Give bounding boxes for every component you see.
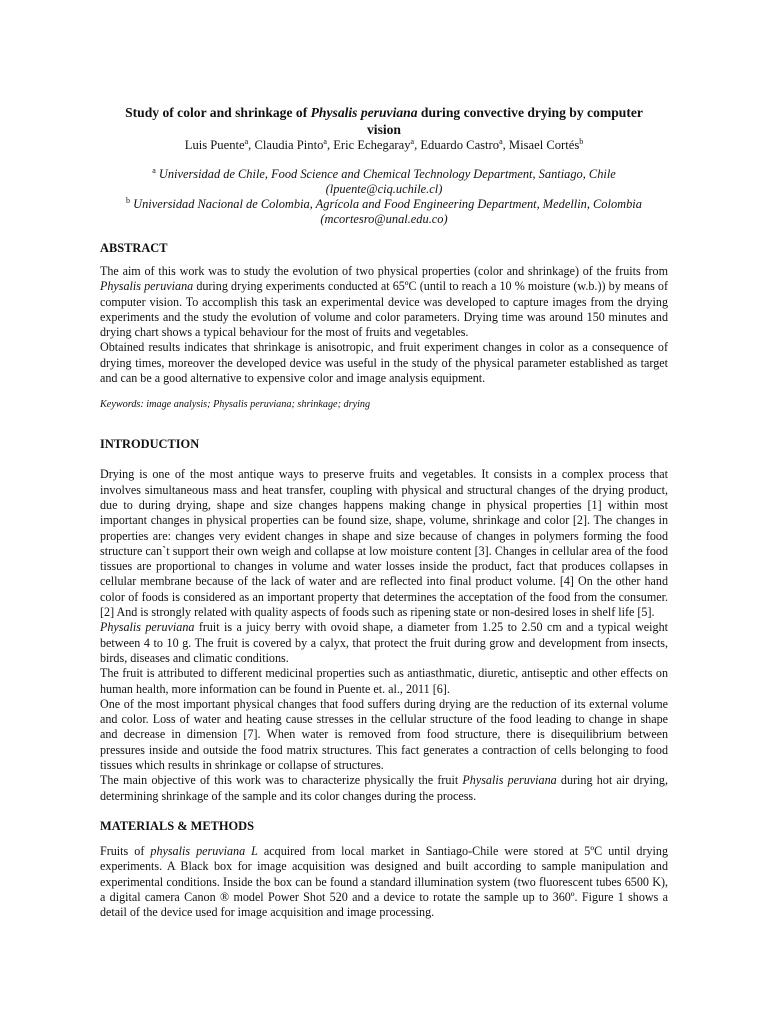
paper-page xyxy=(100,104,668,920)
author-name: Luis Puente xyxy=(184,138,245,152)
methods-text: Fruits of xyxy=(100,843,151,858)
abstract-species: Physalis peruviana xyxy=(100,279,194,294)
intro-species: Physalis peruviana xyxy=(462,773,557,788)
intro-text: fruit is a juicy berry with ovoid shape, a diameter from 1.25 to 2.50 cm and a typical weight between 4 to 10 g. The fruit is covered by a calyx, that protect the fruit during grow and development from insects, birds, diseases and climatic conditions. xyxy=(100,620,668,665)
title-species: Physalis peruviana xyxy=(310,105,418,120)
author-affiliation-mark: a xyxy=(244,136,249,146)
paper-title xyxy=(100,104,668,138)
author-affiliation-mark: a xyxy=(323,136,327,146)
affiliation-a xyxy=(100,167,668,197)
author-name: Eduardo Castro xyxy=(420,138,500,152)
author-affiliation-mark: b xyxy=(579,136,584,146)
affiliation-email: (mcortesro@unal.edu.co) xyxy=(320,212,448,226)
intro-text: The main objective of this work was to characterize physically the fruit xyxy=(100,773,463,788)
author-list: Luis Puente$^a$, Claudia Pinto$^a$, Eric Echegaray$^a$, Eduardo Castro$^a$, Misael Cortés$^b$ xyxy=(184,136,584,152)
affiliation-text: Universidad de Chile, Food Science and Chemical Technology Department, Santiago, Chile xyxy=(158,167,616,181)
methods-heading: MATERIALS & METHODS xyxy=(100,818,254,833)
author-affiliation-mark: a xyxy=(410,136,415,146)
title-text: Study of color and shrinkage of xyxy=(125,105,311,120)
methods-text: acquired from local market in Santiago-Chile were stored at 5ºC until drying experiments. A Black box for image acquisition was designed and built according to sample manipulation and experimental conditions. Inside the box can be found a standard illumination system (two fluorescent tubes 6500 K), a digital camera Canon ® model Power Shot 520 and a device to rotate the sample up to 360º. Figure 1 shows a detail of the device used for image acquisition and image processing. xyxy=(100,843,668,920)
abstract-text: The aim of this work was to study the evolution of two physical properties (color and shrinkage) of the fruits from xyxy=(100,264,668,278)
abstract-text: during drying experiments conducted at 65ºC (until to reach a 10 % moisture (w.b.)) by means of computer vision. To accomplish this task an experimental device was developed to capture images from the drying experiments and the study the evolution of volume and color parameters. Drying time was around 150 minutes and drying chart shows a typical behaviour for the most of fruits and vegetables. xyxy=(100,279,668,340)
author-affiliation-mark: a xyxy=(499,136,503,146)
author-name: Misael Cortés xyxy=(508,138,580,152)
keywords: Keywords: image analysis; Physalis peruviana; shrinkage; drying xyxy=(100,399,371,411)
intro-paragraph-5 xyxy=(100,773,668,804)
affiliation-mark: a xyxy=(152,165,156,175)
abstract-heading: ABSTRACT xyxy=(100,241,168,255)
affiliation-email: (lpuente@ciq.uchile.cl) xyxy=(325,182,443,196)
intro-text: during hot air drying, determining shrinkage of the sample and its color changes during the process. xyxy=(100,773,668,803)
affiliation-mark: b xyxy=(126,195,131,205)
affiliation-b xyxy=(100,197,668,227)
author-name: Eric Echegaray xyxy=(333,138,411,152)
title-text-end: during convective drying by computer vision xyxy=(367,105,643,137)
intro-paragraph-3: The fruit is attributed to different medicinal properties such as antiasthmatic, diuretic, antiseptic and other effects on human health, more information can be found in Puente et. al., 2011 [6]. xyxy=(100,666,668,696)
intro-paragraph-4: One of the most important physical changes that food suffers during drying are the reduction of its external volume and color. Loss of water and heating cause stresses in the cellular structure of the food leading to change in shape and decrease in dimension [7]. When water is removed from food structure, there is disequilibrium between pressures inside and outside the food matrix structures. This fact generates a contraction of cells belonging to food tissues which results in shrinkage or collapse of structures. xyxy=(100,696,668,773)
intro-paragraph-2 xyxy=(100,620,668,666)
abstract-paragraph-2: Obtained results indicates that shrinkage is anisotropic, and fruit experiment changes in color as a consequence of drying times, moreover the developed device was useful in the study of the physical parameter established as target and can be a good alternative to expensive color and image analysis equipment. xyxy=(100,340,668,386)
intro-paragraph-1: Drying is one of the most antique ways to preserve fruits and vegetables. It consists in a complex process that involves simultaneous mass and heat transfer, coupling with physical and structural changes of the drying product, due to during drying, shape and size changes happens making change in physical properties [1] within most important changes in physical properties can be found size, shape, volume, shrinkage and color [2]. The changes in properties are: changes very evident changes in shape and size because of changes in polymers forming the food structure can`t support their own weigh and collapse at low moisture content [3]. Changes in cellular area of the food tissues are proportional to changes in volume and water losses inside the product, fact that produces collapses in cellular membrane because of the lack of water and are reflected into final product volume. [4] On the other hand color of foods is considered as an important property that determines the acceptation of the food from the consumer. [2] And is strongly related with quality aspects of foods such as ripening state or non-desired loses in shelf life [5]. xyxy=(100,467,668,620)
intro-species: Physalis peruviana xyxy=(100,620,195,635)
affiliation-text: Universidad Nacional de Colombia, Agrícola and Food Engineering Department, Medellin, Colombia xyxy=(133,197,642,211)
author-name: Claudia Pinto xyxy=(254,138,324,152)
introduction-heading: INTRODUCTION xyxy=(100,437,200,452)
methods-paragraph-1 xyxy=(100,844,668,920)
methods-species: physalis peruviana L xyxy=(150,843,258,858)
abstract-paragraph-1 xyxy=(100,264,668,340)
